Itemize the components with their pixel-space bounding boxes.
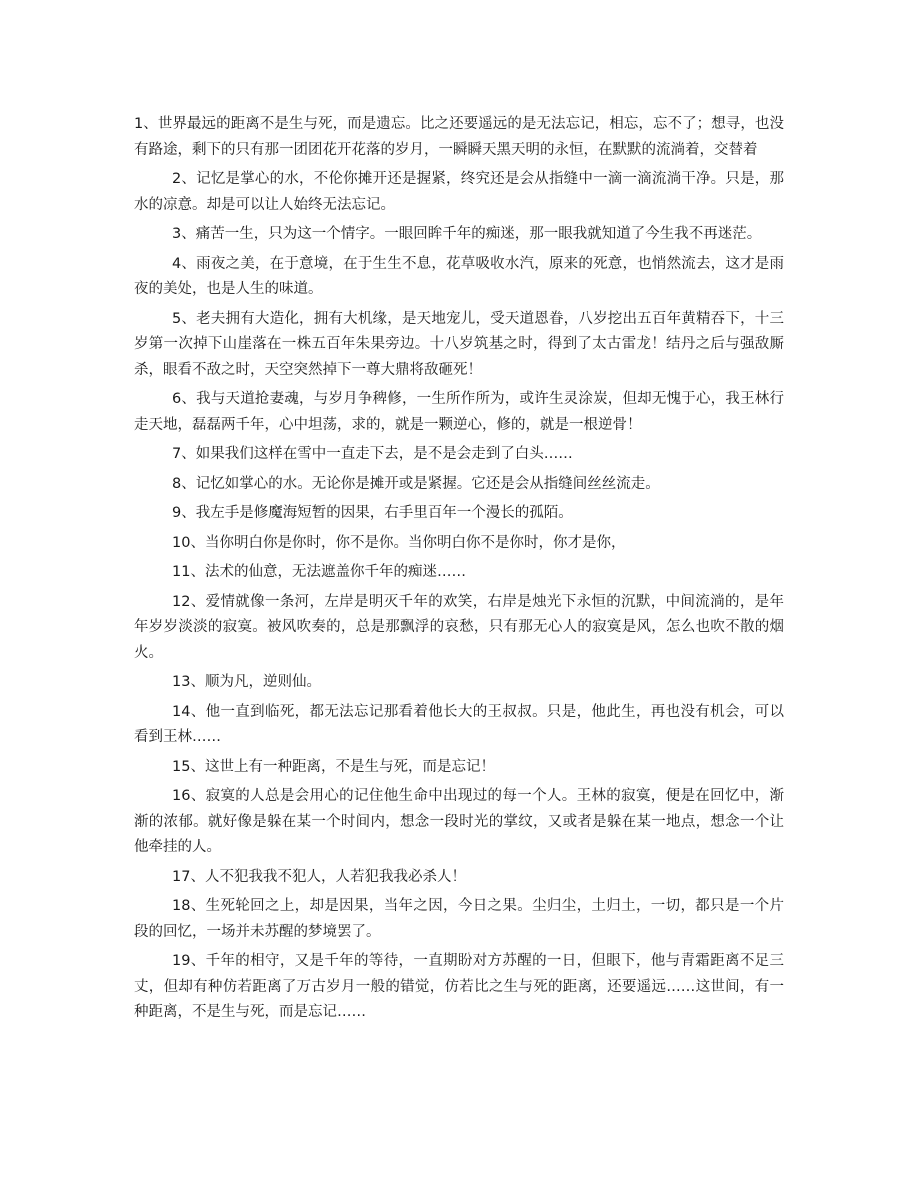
quote-paragraph-18: 18、生死轮回之上，却是因果，当年之因，今日之果。尘归尘，土归土，一切，都只是一个片段的回忆，一场并未苏醒的梦境罢了。 [134,898,784,940]
quote-paragraph-5: 5、老夫拥有大造化，拥有大机缘，是天地宠儿，受天道恩眷，八岁挖出五百年黄精吞下，十三岁第一次掉下山崖落在一株五百年朱果旁边。十八岁筑基之时，得到了太古雷龙！结丹之后与强敌厮杀，眼看不敌之时，天空突然掉下一尊大鼎将敌砸死！ [134,310,784,378]
quote-paragraph-9: 9、我左手是修魔海短暂的因果，右手里百年一个漫长的孤陌。 [172,505,573,521]
quote-paragraph-10: 10、当你明白你是你时，你不是你。当你明白你不是你时，你才是你， [172,534,626,551]
quote-paragraph-7: 7、如果我们这样在雪中一直走下去，是不是会走到了白头…… [172,446,573,462]
quote-paragraph-4: 4、雨夜之美，在于意境，在于生生不息，花草吸收水汽，原来的死意，也悄然流去，这才是雨夜的美处，也是人生的味道。 [134,255,784,297]
quote-paragraph-2: 2、记忆是掌心的水，不伦你摊开还是握紧，终究还是会从指缝中一滴一滴流淌干净。只是，那水的凉意。却是可以让人始终无法忘记。 [134,171,784,213]
quote-paragraph-11: 11、法术的仙意，无法遮盖你千年的痴迷…… [172,564,466,580]
quote-paragraph-12: 12、爱情就像一条河，左岸是明灭千年的欢笑，右岸是烛光下永恒的沉默，中间流淌的，是年年岁岁淡淡的寂寞。被风吹奏的，总是那飘浮的哀愁，只有那无心人的寂寞是风，怎么也吹不散的烟火。 [134,593,784,661]
quote-paragraph-13: 13、顺为凡，逆则仙。 [172,674,321,690]
quote-paragraph-19: 19、千年的相守，又是千年的等待，一直期盼对方苏醒的一日，但眼下，他与青霜距离不足三丈，但却有种仿若距离了万古岁月一般的错觉，仿若比之生与死的距离，还要遥远……这世间，有一种距离，不是生与死，而是忘记…… [134,953,784,1020]
quote-paragraph-1: 1、世界最远的距离不是生与死，而是遗忘。比之还要遥远的是无法忘记，相忘，忘不了；想寻，也没有路途，剩下的只有那一团团花开花落的岁月，一瞬瞬天黑天明的永恒，在默默的流淌着，交替着 [134,116,784,158]
quote-paragraph-17: 17、人不犯我我不犯人，人若犯我我必杀人！ [172,868,466,885]
quote-paragraph-3: 3、痛苦一生，只为这一个情字。一眼回眸千年的痴迷，那一眼我就知道了今生我不再迷茫。 [172,226,762,242]
document-page [134,112,784,1030]
quote-paragraph-15: 15、这世上有一种距离，不是生与死，而是忘记！ [172,758,495,775]
quote-paragraph-14: 14、他一直到临死，都无法忘记那看着他长大的王叔叔。只是，他此生，再也没有机会，可以看到王林…… [134,703,784,745]
quote-paragraph-16: 16、寂寞的人总是会用心的记住他生命中出现过的每一个人。王林的寂寞，便是在回忆中，渐渐的浓郁。就好像是躲在某一个时间内，想念一段时光的掌纹，又或者是躲在某一地点，想念一个让他牵挂的人。 [134,788,784,855]
quote-paragraph-6: 6、我与天道抢妻魂，与岁月争稗修，一生所作所为，或许生灵涂炭，但却无愧于心，我王林行走天地，磊磊两千年，心中坦荡，求的，就是一颗逆心，修的，就是一根逆骨！ [134,391,784,433]
quote-paragraph-8: 8、记忆如掌心的水。无论你是摊开或是紧握。它还是会从指缝间丝丝流走。 [172,475,660,492]
